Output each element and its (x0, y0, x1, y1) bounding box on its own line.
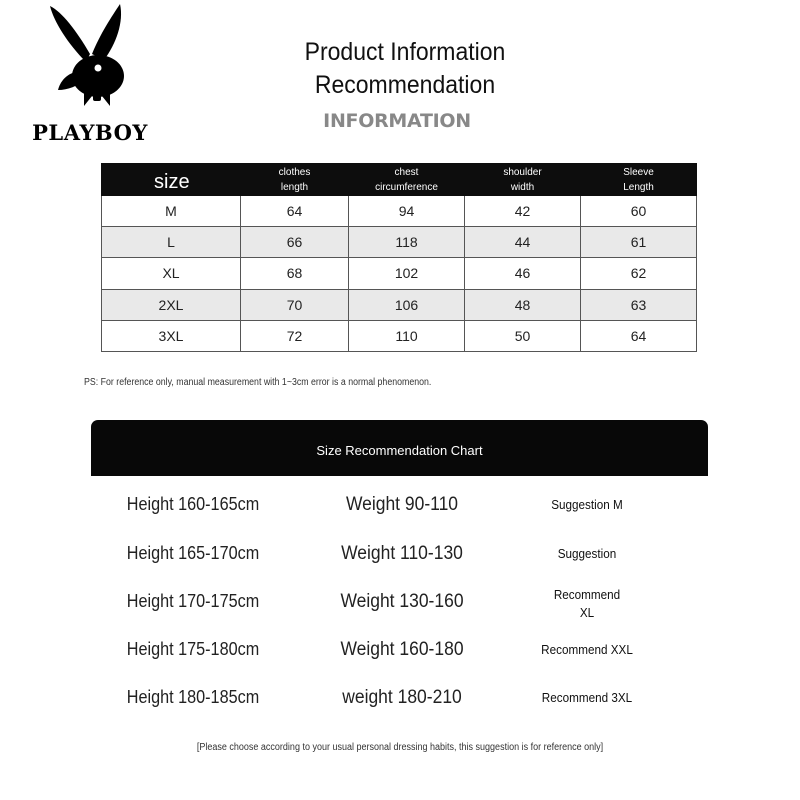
size-table (101, 163, 697, 352)
column-header-line: circumference (375, 181, 438, 193)
column-header-line: shoulder (503, 166, 542, 178)
cell-clothes-length: 72 (241, 320, 349, 351)
page-title-line2: Recommendation (314, 71, 496, 99)
cell-shoulder: 50 (465, 320, 581, 351)
cell-chest: 106 (349, 289, 465, 320)
size-suggestion-line: Recommend 3XL (541, 690, 633, 705)
brand-logo (20, 2, 160, 147)
cell-clothes-length: 68 (241, 258, 349, 289)
column-header-sleeve-length (581, 164, 697, 196)
cell-shoulder: 42 (465, 196, 581, 227)
cell-sleeve: 63 (581, 289, 697, 320)
cell-sleeve: 61 (581, 227, 697, 258)
weight-range: Weight 90-110 (345, 494, 459, 515)
column-header-line: Sleeve (623, 166, 654, 178)
cell-chest: 110 (349, 320, 465, 351)
cell-shoulder: 46 (465, 258, 581, 289)
recommendation-row (0, 494, 800, 538)
column-header-clothes-length (241, 164, 349, 196)
cell-size: 2XL (102, 289, 241, 320)
cell-clothes-length: 64 (241, 196, 349, 227)
page-title (267, 36, 543, 102)
cell-sleeve: 62 (581, 258, 697, 289)
column-header-line: length (280, 181, 309, 193)
height-range: Height 165-170cm (126, 543, 260, 563)
size-suggestion (524, 545, 650, 563)
cell-size: M (102, 196, 241, 227)
recommendation-row (0, 543, 800, 587)
recommendation-row (0, 687, 800, 731)
cell-clothes-length: 66 (241, 227, 349, 258)
size-suggestion-line: Recommend (553, 587, 621, 602)
size-suggestion (524, 689, 650, 707)
recommendation-row (0, 587, 800, 635)
brand-name: PLAYBOY (32, 120, 148, 145)
table-row (102, 320, 697, 351)
cell-chest: 94 (349, 196, 465, 227)
bunny-head-icon (46, 2, 142, 114)
column-header-line: width (510, 181, 535, 193)
cell-chest: 118 (349, 227, 465, 258)
size-suggestion-line: Suggestion M (551, 497, 623, 512)
cell-sleeve: 60 (581, 196, 697, 227)
measurement-note: PS: For reference only, manual measurement with 1~3cm error is a normal phenomenon. (84, 377, 432, 388)
size-suggestion-line: Suggestion (557, 546, 617, 561)
footer-note: [Please choose according to your usual personal dressing habits, this suggestion is for reference only] (196, 742, 604, 753)
height-range: Height 170-175cm (126, 591, 260, 611)
page-title-line1: Product Information (304, 38, 506, 66)
height-range: Height 180-185cm (126, 687, 260, 707)
size-suggestion (524, 496, 650, 514)
height-range: Height 175-180cm (126, 639, 260, 659)
size-suggestion (524, 641, 650, 659)
cell-shoulder: 48 (465, 289, 581, 320)
size-table-header (102, 164, 697, 196)
weight-range: Weight 130-160 (340, 591, 464, 612)
height-range: Height 160-165cm (126, 494, 260, 514)
table-row (102, 289, 697, 320)
page-subtitle: INFORMATION (323, 110, 471, 132)
cell-clothes-length: 70 (241, 289, 349, 320)
weight-range: weight 180-210 (342, 687, 462, 708)
table-row (102, 196, 697, 227)
column-header-line: Length (623, 181, 654, 193)
cell-chest: 102 (349, 258, 465, 289)
cell-sleeve: 64 (581, 320, 697, 351)
weight-range: Weight 110-130 (341, 543, 463, 564)
column-header-shoulder-width (465, 164, 581, 196)
size-suggestion-line: Recommend XXL (541, 642, 633, 657)
column-header-size: size (102, 164, 241, 196)
table-row (102, 258, 697, 289)
cell-size: XL (102, 258, 241, 289)
column-header-line: clothes (278, 166, 311, 178)
column-header-chest-circumference (349, 164, 465, 196)
cell-size: 3XL (102, 320, 241, 351)
weight-range: Weight 160-180 (340, 639, 464, 660)
table-row (102, 227, 697, 258)
cell-shoulder: 44 (465, 227, 581, 258)
recommendation-row (0, 639, 800, 683)
cell-size: L (102, 227, 241, 258)
column-header-line: chest (394, 166, 419, 178)
recommendation-chart-title: Size Recommendation Chart (91, 420, 708, 476)
size-suggestion (524, 586, 650, 622)
size-suggestion-line: XL (579, 605, 595, 620)
